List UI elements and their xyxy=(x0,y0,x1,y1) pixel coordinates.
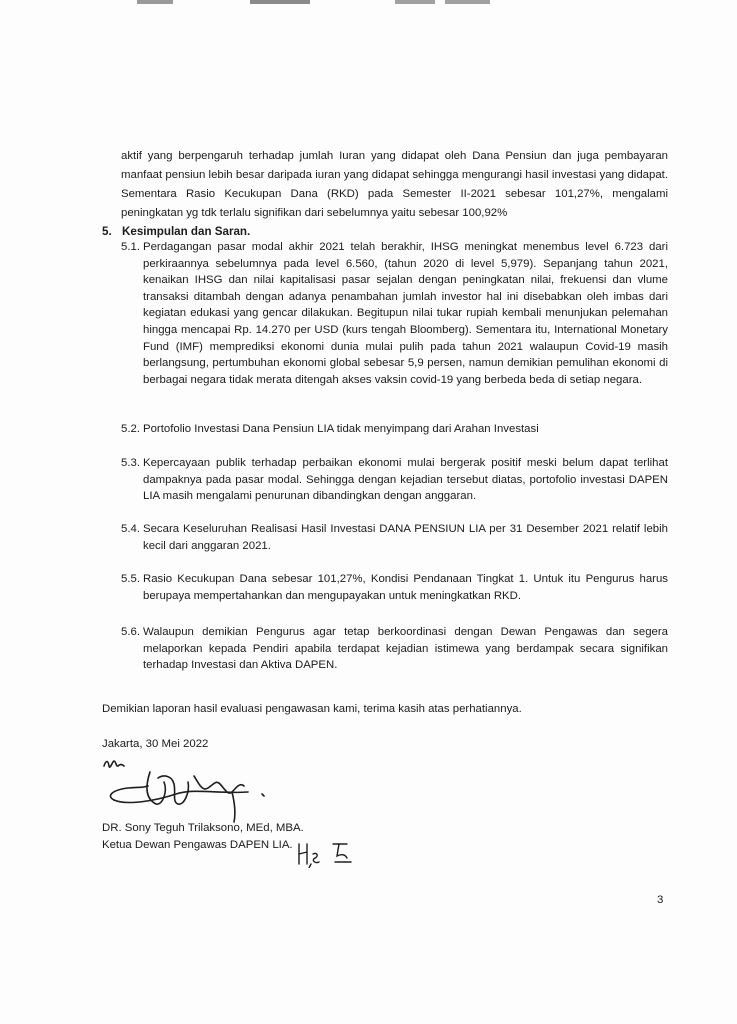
list-item xyxy=(121,421,668,438)
section-number: 5. xyxy=(102,225,112,238)
intro-paragraph: aktif yang berpengaruh terhadap jumlah Iuran yang didapat oleh Dana Pensiun dan juga pembayaran manfaat pensiun lebih besar daripada iuran yang didapat sehingga mengurangi hasil investasi yang didapat. Sementara Rasio Kecukupan Dana (RKD) pada Semester II-2021 sebesar 101,27%, mengalami peningkatan yg tdk terlalu signifikan dari sebelumnya yaitu sebesar 100,92% xyxy=(121,150,668,219)
item-number: 5.2. xyxy=(121,423,140,435)
closing-statement: Demikian laporan hasil evaluasi pengawasan kami, terima kasih atas perhatiannya. xyxy=(102,703,522,715)
list-item xyxy=(121,521,668,554)
list-item xyxy=(121,239,668,388)
item-number: 5.1. xyxy=(121,241,140,253)
page-number: 3 xyxy=(657,894,664,906)
handwritten-initials xyxy=(293,838,363,868)
section-heading xyxy=(102,225,250,238)
item-text: Kepercayaan publik terhadap perbaikan ekonomi mulai bergerak positif meski belum dapat terlihat dampaknya pada pasar modal. Sehingga dengan kejadian tersebut diatas, portofolio investasi DAPEN LIA masih mengalami penurunan dibandingkan dengan anggaran. xyxy=(143,457,668,503)
item-text: Rasio Kecukupan Dana sebesar 101,27%, Kondisi Pendanaan Tingkat 1. Untuk itu Pengurus harus berupaya mempertahankan dan mengupayakan untuk meningkatkan RKD. xyxy=(143,573,668,602)
item-text: Perdagangan pasar modal akhir 2021 telah berakhir, IHSG meningkat menembus level 6.723 dari perkiraannya sebelumnya pada level 6.560, (tahun 2020 di level 5,979). Sepanjang tahun 2021, kenaikan IHSG dan nilai kapitalisasi pasar sejalan dengan peningkatan nilai, frekuensi dan vlume transaksi ditambah dengan adanya penambahan jumlah investor hal ini disebabkan oleh imbas dari kegiatan edukasi yang gencar dilakukan. Begitupun nilai tukar rupiah kembali menunjukan pelemahan hingga mencapai Rp. 14.270 per USD (kurs tengah Bloomberg). Sementara itu, International Monetary Fund (IMF) memprediksi ekonomi dunia mulai pulih pada tahun 2021 walaupun Covid-19 masih berlangsung, pertumbuhan ekonomi global sebesar 5,9 persen, namun demikian pemulihan ekonomi di berbagai negara tidak merata ditengah akses vaksin covid-19 yang berbeda beda di setiap negara. xyxy=(143,241,668,386)
item-number: 5.3. xyxy=(121,457,140,469)
item-text: Portofolio Investasi Dana Pensiun LIA tidak menyimpang dari Arahan Investasi xyxy=(143,423,539,435)
item-text: Walaupun demikian Pengurus agar tetap berkoordinasi dengan Dewan Pengawas dan segera melaporkan kepada Pendiri apabila terdapat kejadian istimewa yang berdampak secara signifikan terhadap Investasi dan Aktiva DAPEN. xyxy=(143,626,668,672)
item-number: 5.6. xyxy=(121,626,140,638)
list-item xyxy=(121,455,668,505)
section-title: Kesimpulan dan Saran. xyxy=(122,225,251,238)
list-item xyxy=(121,571,668,604)
list-item xyxy=(121,624,668,674)
signatory-name: DR. Sony Teguh Trilaksono, MEd, MBA. xyxy=(102,822,304,834)
place-date: Jakarta, 30 Mei 2022 xyxy=(102,738,209,750)
scan-artifact-marks xyxy=(0,0,737,10)
signatory-title: Ketua Dewan Pengawas DAPEN LIA. xyxy=(102,839,293,851)
item-text: Secara Keseluruhan Realisasi Hasil Investasi DANA PENSIUN LIA per 31 Desember 2021 relatif lebih kecil dari anggaran 2021. xyxy=(143,523,668,552)
item-number: 5.5. xyxy=(121,573,140,585)
item-number: 5.4. xyxy=(121,523,140,535)
